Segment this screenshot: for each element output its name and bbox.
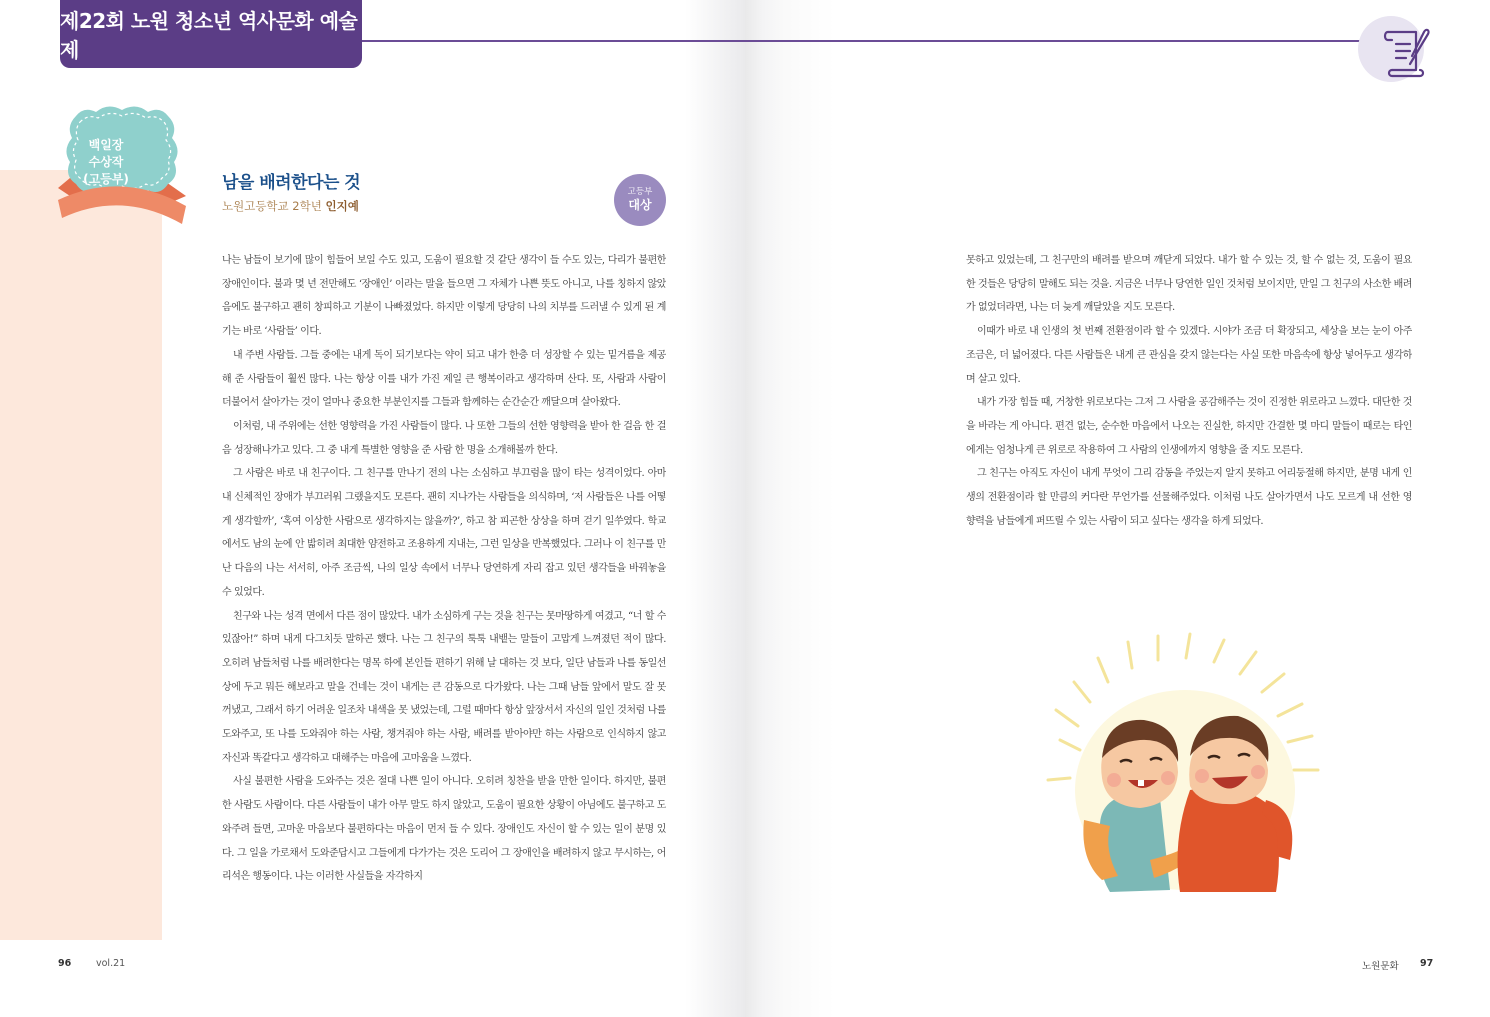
volume-label: vol.21 bbox=[96, 958, 126, 969]
author-name: 인지예 bbox=[325, 199, 359, 213]
two-friends-hugging-illustration bbox=[1040, 630, 1340, 920]
right-body-text bbox=[966, 249, 1412, 569]
paragraph: 내 주변 사람들. 그들 중에는 내게 독이 되기보다는 약이 되고 내가 한층 더 성장할 수 있는 밑거름을 제공해 준 사람들이 훨씬 많다. 나는 항상 이를 내가 가진 제일 큰 행복이라고 생각하며 산다. 또, 사람과 사람이 더불어서 살아가는 것이 얼마나 중요한 부분인지를 그들과 함께하는 순간순간 깨달으며 살아왔다. bbox=[222, 349, 666, 409]
byline bbox=[222, 198, 359, 214]
header-title: 제22회 노원 청소년 역사문화 예술제 bbox=[60, 0, 362, 68]
paragraph: 나는 남들이 보기에 많이 힘들어 보일 수도 있고, 도움이 필요할 것 같단 생각이 들 수도 있는, 다리가 불편한 장애인이다. 불과 몇 년 전만해도 ‘장애인’ 이라는 말을 들으면 그 자체가 나쁜 뜻도 아니고, 나를 칭하지 않았음에도 불구하고 괜히 창피하고 기분이 나빠졌었다. 하지만 이렇게 당당히 나의 치부를 드러낼 수 있게 된 계기는 바로 ‘사람들’ 이다. bbox=[222, 255, 666, 338]
left-body-text bbox=[222, 249, 666, 939]
paragraph: 이때가 바로 내 인생의 첫 번째 전환점이라 할 수 있겠다. 시야가 조금 더 확장되고, 세상을 보는 눈이 아주 조금은, 더 넓어졌다. 다른 사람들은 내게 큰 관심을 갖지 않는다는 사실 또한 마음속에 항상 넣어두고 생각하며 살고 있다. bbox=[966, 326, 1412, 385]
award-line-1: 백일장 bbox=[88, 138, 124, 152]
paragraph: 못하고 있었는데, 그 친구만의 배려를 받으며 깨닫게 되었다. 내가 할 수 있는 것, 할 수 없는 것, 도움이 필요한 것들은 당당히 말해도 되는 것을. 지금은 너무나 당연한 일인 것처럼 보이지만, 만일 그 친구의 사소한 배려가 없었더라면, 나는 더 늦게 깨달았을 지도 모른다. bbox=[966, 255, 1412, 314]
article-title: 남을 배려한다는 것 bbox=[222, 173, 361, 193]
grade-prize: 대상 bbox=[628, 198, 652, 212]
grade-division: 고등부 bbox=[627, 187, 653, 197]
award-label bbox=[70, 137, 142, 188]
grade-badge bbox=[614, 174, 666, 226]
page-number-right: 97 bbox=[1420, 958, 1434, 969]
magazine-name: 노원문화 bbox=[1362, 961, 1399, 972]
side-color-panel bbox=[0, 170, 162, 940]
paragraph: 내가 가장 힘들 때, 거창한 위로보다는 그저 그 사람을 공감해주는 것이 진정한 위로라고 느꼈다. 대단한 것을 바라는 게 아니다. 편견 없는, 순수한 마음에서 나오는 진실한, 하지만 간결한 몇 마디 말들이 때로는 타인에게는 엄청나게 큰 위로로 작용하여 그 사람의 인생에까지 영향을 줄 지도 모른다. bbox=[966, 397, 1412, 456]
paragraph: 그 사람은 바로 내 친구이다. 그 친구를 만나기 전의 나는 소심하고 부끄럼을 많이 타는 성격이었다. 아마 내 신체적인 장애가 부끄러워 그랬을지도 모른다. 괜히 지나가는 사람들을 의식하며, ‘저 사람들은 나를 어떻게 생각할까’, ‘혹여 이상한 사람으로 생각하지는 않을까?’, 하고 참 피곤한 상상을 하며 걷기 일쑤였다. 학교에서도 남의 눈에 안 밟히려 최대한 얌전하고 조용하게 지내는, 그런 일상을 반복했었다. 그러나 이 친구를 만난 다음의 나는 서서히, 아주 조금씩, 나의 일상 속에서 너무나 당연하게 자리 잡고 있던 생각들을 바꿔놓을 수 있었다. bbox=[222, 468, 666, 598]
author-school: 노원고등학교 2학년 bbox=[222, 199, 322, 213]
page-number-left: 96 bbox=[58, 958, 72, 969]
scroll-quill-icon bbox=[1380, 24, 1434, 80]
header-rule bbox=[362, 40, 1390, 42]
paragraph: 이처럼, 내 주위에는 선한 영향력을 가진 사람들이 많다. 나 또한 그들의 선한 영향력을 받아 한 걸음 한 걸음 성장해나가고 있다. 그 중 내게 특별한 영향을 준 사람 한 명을 소개해볼까 한다. bbox=[222, 420, 666, 456]
paragraph: 친구와 나는 성격 면에서 다른 점이 많았다. 내가 소심하게 구는 것을 친구는 못마땅하게 여겼고, “너 할 수 있잖아!” 하며 내게 다그치듯 말하곤 했다. 나는 그 친구의 툭툭 내뱉는 말들이 고맙게 느껴졌던 적이 많다. 오히려 남들처럼 나를 배려한다는 명목 하에 본인들 편하기 위해 날 대하는 것 보다, 일단 남들과 나를 동일선상에 두고 뭐든 해보라고 말을 건네는 것이 내게는 큰 감동으로 다가왔다. 나는 그때 남들 앞에서 말도 잘 못 꺼냈고, 그래서 하기 어려운 일조차 내색을 못 냈었는데, 그럴 때마다 항상 앞장서서 자신의 일인 것처럼 나를 도와주고, 또 나를 도와줘야 하는 사람, 챙겨줘야 하는 사람, 배려를 받아야만 하는 사람으로 인식하지 않고 자신과 똑같다고 생각하고 대해주는 마음에 고마움을 느꼈다. bbox=[222, 610, 666, 764]
award-line-3: (고등부) bbox=[83, 172, 129, 186]
paragraph: 사실 불편한 사람을 도와주는 것은 절대 나쁜 일이 아니다. 오히려 칭찬을 받을 만한 일이다. 하지만, 불편한 사람도 사람이다. 다른 사람들이 내가 아무 말도 하지 않았고, 도움이 필요한 상황이 아님에도 불구하고 도와주려 들면, 고마운 마음보다 불편하다는 마음이 먼저 들 수 있다. 장애인도 자신이 할 수 있는 일이 분명 있다. 그 일을 가로채서 도와준답시고 그들에게 다가가는 것은 도리어 그 장애인을 배려하지 않고 무시하는, 어리석은 행동이다. 나는 이러한 사실들을 자각하지 bbox=[222, 776, 666, 883]
paragraph: 그 친구는 아직도 자신이 내게 무엇이 그리 감동을 주었는지 알지 못하고 어리둥절해 하지만, 분명 내게 인생의 전환점이라 할 만큼의 커다란 무언가를 선물해주었다. 이처럼 나도 살아가면서 나도 모르게 내 선한 영향력을 남들에게 퍼뜨릴 수 있는 사람이 되고 싶다는 생각을 하게 되었다. bbox=[966, 468, 1412, 527]
award-line-2: 수상작 bbox=[88, 155, 124, 169]
